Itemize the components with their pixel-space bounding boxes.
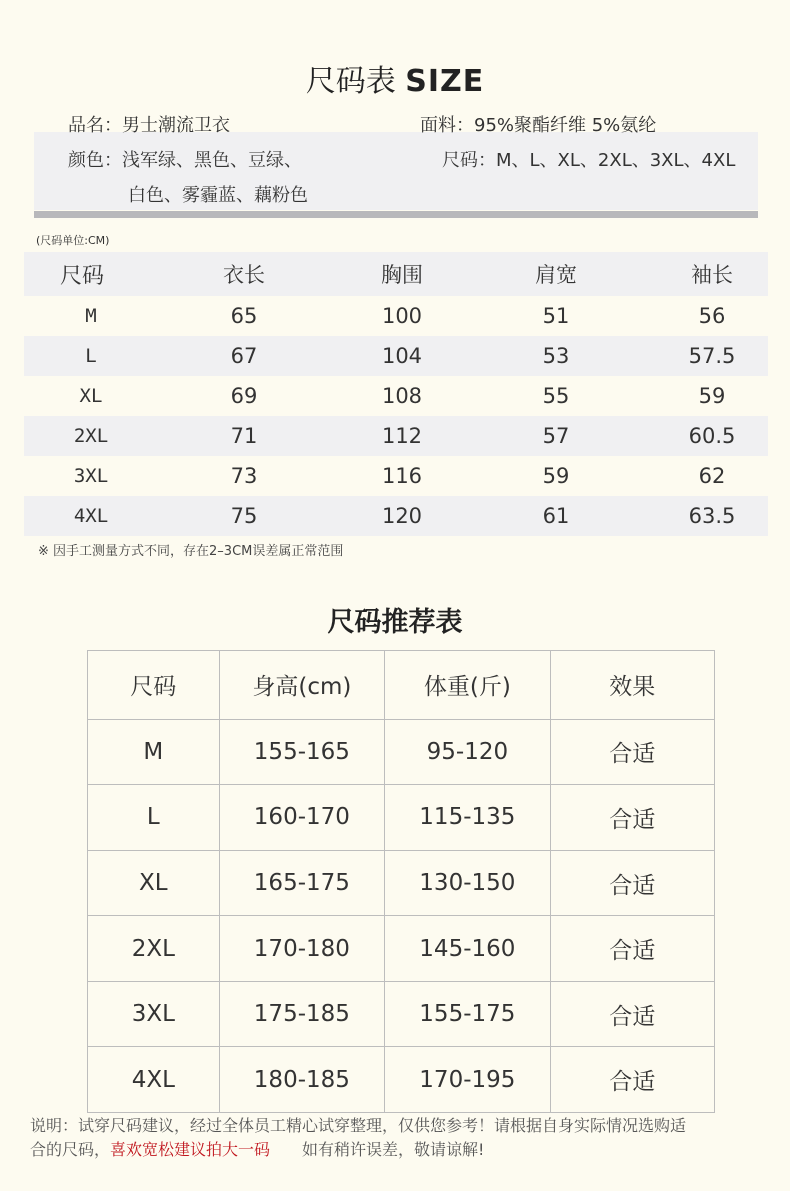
header-cell: 尺码 (88, 651, 220, 720)
colors-value-2: 白色、雾霾蓝、藕粉色 (128, 185, 308, 206)
table-cell: XL (79, 385, 103, 407)
table-row (24, 496, 768, 536)
table-row (88, 1047, 715, 1113)
table-row (88, 850, 715, 916)
table-cell: 73 (230, 464, 258, 488)
table-row (24, 296, 768, 336)
product-name (68, 114, 230, 138)
table-cell: 175-185 (219, 981, 385, 1047)
table-cell: 合适 (550, 1047, 714, 1113)
table-cell: 170-195 (385, 1047, 551, 1113)
table-cell: 3XL (88, 981, 220, 1047)
table-cell: 69 (230, 384, 258, 408)
table-cell: 合适 (550, 719, 714, 785)
size-table (24, 252, 768, 536)
header-cell: 效果 (550, 651, 714, 720)
table-cell: 合适 (550, 785, 714, 851)
table-cell: 60.5 (688, 424, 736, 448)
header-cell: 体重(斤) (385, 651, 551, 720)
size-table-header (24, 252, 768, 296)
fabric (420, 114, 656, 138)
measurement-note: ※ 因手工测量方式不同，存在2–3CM误差属正常范围 (38, 544, 344, 559)
table-row (88, 981, 715, 1047)
table-cell: 61 (542, 504, 570, 528)
table-cell: 4XL (73, 505, 109, 527)
table-cell: L (85, 345, 97, 367)
header-cell: 胸围 (381, 263, 423, 287)
table-row (24, 336, 768, 376)
table-cell: 71 (230, 424, 258, 448)
table-cell: 合适 (550, 850, 714, 916)
table-cell: 108 (381, 384, 423, 408)
sizes-label: 尺码： (442, 150, 496, 171)
table-cell: 120 (381, 504, 423, 528)
header-cell: 袖长 (691, 263, 733, 287)
product-name-value: 男士潮流卫衣 (122, 115, 230, 136)
table-cell: 155-165 (219, 719, 385, 785)
table-cell: 145-160 (385, 916, 551, 982)
table-cell: 115-135 (385, 785, 551, 851)
table-cell: 170-180 (219, 916, 385, 982)
table-cell: 100 (381, 304, 423, 328)
colors (68, 149, 302, 173)
table-cell: 62 (698, 464, 726, 488)
table-row (88, 785, 715, 851)
table-cell: 63.5 (688, 504, 736, 528)
table-cell: 180-185 (219, 1047, 385, 1113)
table-cell: 合适 (550, 916, 714, 982)
header-cell: 衣长 (223, 263, 265, 287)
header-cell: 肩宽 (535, 263, 577, 287)
recommendation-header-row (88, 651, 715, 720)
table-cell: 155-175 (385, 981, 551, 1047)
sizes-value: M、L、XL、2XL、3XL、4XL (496, 150, 736, 171)
table-row (24, 456, 768, 496)
table-cell: M (88, 719, 220, 785)
table-row (24, 416, 768, 456)
product-name-label: 品名： (68, 115, 122, 136)
table-cell: 59 (698, 384, 726, 408)
table-cell: 3XL (73, 465, 109, 487)
table-cell: 51 (542, 304, 570, 328)
table-cell: 合适 (550, 981, 714, 1047)
colors-label: 颜色： (68, 150, 122, 171)
page-title (0, 60, 790, 104)
table-cell: 130-150 (385, 850, 551, 916)
table-cell: 165-175 (219, 850, 385, 916)
fabric-value: 95%聚酯纤维 5%氨纶 (474, 115, 657, 136)
table-cell: M (85, 305, 97, 327)
header-cell: 尺码 (60, 263, 105, 289)
table-cell: 2XL (88, 916, 220, 982)
fabric-label: 面料： (420, 115, 474, 136)
footer-text-a: 合的尺码， (30, 1140, 111, 1159)
table-cell: 104 (381, 344, 423, 368)
sizes (442, 149, 735, 173)
table-cell: 59 (542, 464, 570, 488)
table-cell: 160-170 (219, 785, 385, 851)
table-row (24, 376, 768, 416)
table-cell: 67 (230, 344, 258, 368)
info-divider (34, 211, 758, 218)
colors-continued (128, 184, 308, 208)
footer-line-1: 说明：试穿尺码建议，经过全体员工精心试穿整理，仅供您参考！请根据自身实际情况选购适 (30, 1116, 687, 1135)
footer-highlight: 喜欢宽松建议拍大一码 (110, 1140, 271, 1159)
table-cell: 55 (542, 384, 570, 408)
header-cell: 身高(cm) (219, 651, 385, 720)
recommendation-table (87, 650, 715, 1113)
table-cell: 57.5 (688, 344, 736, 368)
unit-note: (尺码单位:CM) (36, 234, 110, 247)
table-row (88, 719, 715, 785)
table-cell: 56 (698, 304, 726, 328)
table-cell: 65 (230, 304, 258, 328)
table-cell: 112 (381, 424, 423, 448)
title-cn: 尺码表 (305, 64, 396, 99)
table-cell: L (88, 785, 220, 851)
table-cell: 4XL (88, 1047, 220, 1113)
table-cell: 116 (381, 464, 423, 488)
title-en: SIZE (405, 64, 485, 99)
footer-line-2 (30, 1139, 484, 1161)
table-cell: 95-120 (385, 719, 551, 785)
table-row (88, 916, 715, 982)
footer-text-b: 如有稍许误差，敬请谅解! (302, 1140, 485, 1159)
table-cell: 75 (230, 504, 258, 528)
recommendation-title: 尺码推荐表 (327, 607, 463, 638)
table-cell: XL (88, 850, 220, 916)
table-cell: 2XL (73, 425, 109, 447)
table-cell: 57 (542, 424, 570, 448)
colors-value-1: 浅军绿、黑色、豆绿、 (122, 150, 302, 171)
table-cell: 53 (542, 344, 570, 368)
